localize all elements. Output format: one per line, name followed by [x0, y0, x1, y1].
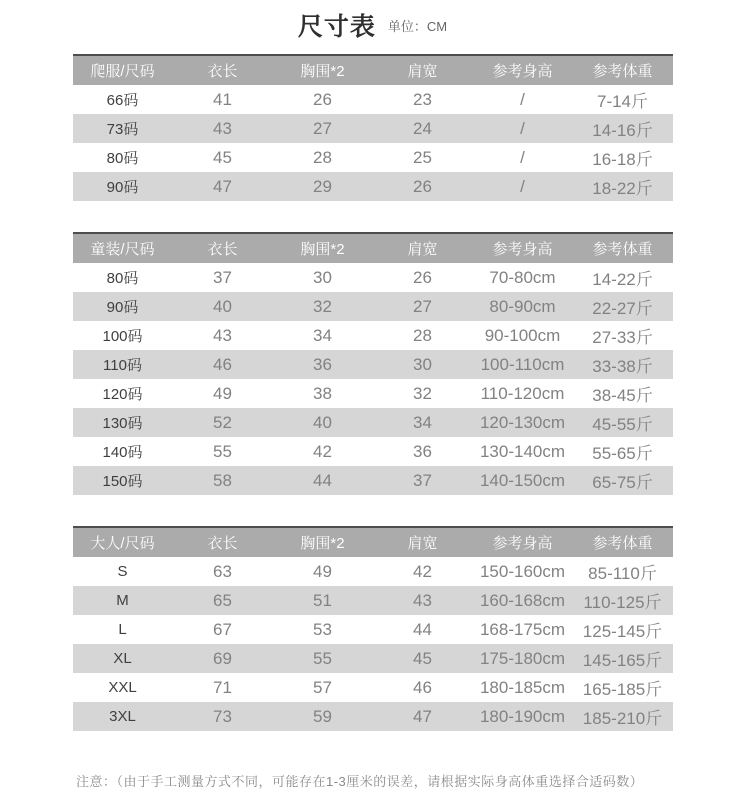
value-cell: 29 — [313, 176, 332, 196]
size-label-cell: 3XL — [109, 708, 136, 726]
table-row — [73, 557, 673, 586]
table-row — [73, 143, 673, 172]
value-cell: 175-180cm — [479, 648, 566, 668]
column-header: 胸围*2 — [273, 55, 373, 85]
value-cell: 24 — [413, 118, 432, 138]
table-row — [73, 673, 673, 702]
value-cell: 34 — [413, 412, 432, 432]
value-cell: 120-130cm — [479, 412, 566, 432]
table-row — [73, 114, 673, 143]
size-label-cell: 90码 — [106, 179, 139, 197]
value-cell: 36 — [313, 354, 332, 374]
value-cell: 40 — [313, 412, 332, 432]
value-cell: 45-55斤 — [592, 415, 653, 435]
size-label-cell: 73码 — [106, 121, 139, 139]
column-header: 参考体重 — [573, 527, 673, 557]
value-cell: 71 — [213, 677, 232, 697]
value-cell: 55 — [213, 441, 232, 461]
table-row — [73, 586, 673, 615]
value-cell: 32 — [413, 383, 432, 403]
value-cell: 22-27斤 — [592, 299, 653, 319]
value-cell: 185-210斤 — [582, 709, 663, 729]
value-cell: 49 — [313, 561, 332, 581]
value-cell: 55-65斤 — [592, 444, 653, 464]
size-label-cell: XXL — [108, 679, 137, 697]
size-label-cell: XL — [113, 650, 132, 668]
value-cell: 30 — [413, 354, 432, 374]
column-header: 肩宽 — [373, 233, 473, 263]
value-cell: 36 — [413, 441, 432, 461]
value-cell: 67 — [213, 619, 232, 639]
size-label-cell: M — [116, 592, 129, 610]
size-label-cell: 100码 — [102, 328, 143, 346]
value-cell: 26 — [313, 89, 332, 109]
value-cell: 160-168cm — [479, 590, 566, 610]
value-cell: 53 — [313, 619, 332, 639]
value-cell: / — [520, 118, 525, 138]
value-cell: 7-14斤 — [596, 92, 649, 112]
page-title: 尺寸表 — [297, 13, 376, 41]
value-cell: 41 — [213, 89, 232, 109]
value-cell: / — [520, 176, 525, 196]
value-cell: 25 — [413, 147, 432, 167]
value-cell: 37 — [213, 267, 232, 287]
table-row — [73, 172, 673, 201]
value-cell: 43 — [213, 325, 232, 345]
table-row — [73, 263, 673, 292]
value-cell: 28 — [413, 325, 432, 345]
table-row — [73, 292, 673, 321]
crawl-suit-size-table — [73, 54, 673, 201]
value-cell: 18-22斤 — [592, 179, 653, 199]
value-cell: 32 — [313, 296, 332, 316]
size-label-cell: L — [118, 621, 127, 639]
value-cell: 47 — [213, 176, 232, 196]
column-header: 胸围*2 — [273, 233, 373, 263]
value-cell: 28 — [313, 147, 332, 167]
value-cell: 69 — [213, 648, 232, 668]
table-row — [73, 702, 673, 731]
value-cell: 58 — [213, 470, 232, 490]
value-cell: 14-22斤 — [592, 270, 653, 290]
value-cell: 26 — [413, 267, 432, 287]
value-cell: 65-75斤 — [592, 473, 653, 493]
header-row — [73, 55, 673, 85]
value-cell: 42 — [413, 561, 432, 581]
column-header: 大人/尺码 — [73, 527, 173, 557]
value-cell: 14-16斤 — [592, 121, 653, 141]
value-cell: 59 — [313, 706, 332, 726]
value-cell: 45 — [213, 147, 232, 167]
value-cell: 100-110cm — [480, 354, 565, 374]
size-label-cell: 120码 — [102, 386, 143, 404]
column-header: 参考身高 — [473, 55, 573, 85]
value-cell: 46 — [413, 677, 432, 697]
value-cell: 43 — [413, 590, 432, 610]
value-cell: 180-185cm — [479, 677, 566, 697]
value-cell: 125-145斤 — [582, 622, 663, 642]
header-row — [73, 233, 673, 263]
value-cell: 38 — [313, 383, 332, 403]
value-cell: 73 — [213, 706, 232, 726]
size-label-cell: 66码 — [106, 92, 139, 110]
size-label-cell: 90码 — [106, 299, 139, 317]
value-cell: 63 — [213, 561, 232, 581]
value-cell: 110-120cm — [480, 383, 565, 403]
value-cell: 51 — [313, 590, 332, 610]
column-header: 衣长 — [173, 527, 273, 557]
value-cell: 33-38斤 — [592, 357, 653, 377]
value-cell: 34 — [313, 325, 332, 345]
value-cell: 165-185斤 — [582, 680, 663, 700]
column-header: 参考体重 — [573, 55, 673, 85]
value-cell: 42 — [313, 441, 332, 461]
column-header: 爬服/尺码 — [73, 55, 173, 85]
column-header: 肩宽 — [373, 527, 473, 557]
value-cell: 130-140cm — [479, 441, 566, 461]
value-cell: 85-110斤 — [588, 564, 657, 584]
value-cell: 26 — [413, 176, 432, 196]
measurement-note: 注意：（由于手工测量方式不同，可能存在1-3厘米的误差，请根据实际身高体重选择合适码数） — [76, 774, 644, 790]
size-label-cell: 110码 — [103, 357, 142, 375]
value-cell: 110-125斤 — [583, 593, 662, 613]
value-cell: 49 — [213, 383, 232, 403]
column-header: 衣长 — [173, 55, 273, 85]
value-cell: 37 — [413, 470, 432, 490]
value-cell: 27 — [413, 296, 432, 316]
adult-size-table — [73, 526, 673, 731]
value-cell: 180-190cm — [479, 706, 566, 726]
table-row — [73, 408, 673, 437]
table-row — [73, 466, 673, 495]
table-row — [73, 350, 673, 379]
value-cell: 80-90cm — [489, 296, 556, 316]
size-label-cell: 150码 — [102, 473, 143, 491]
value-cell: 44 — [413, 619, 432, 639]
value-cell: 40 — [213, 296, 232, 316]
unit-label: 单位：CM — [387, 19, 448, 34]
column-header: 童装/尺码 — [73, 233, 173, 263]
size-label-cell: 130码 — [102, 415, 143, 433]
value-cell: 168-175cm — [479, 619, 566, 639]
value-cell: 45 — [413, 648, 432, 668]
value-cell: 140-150cm — [479, 470, 566, 490]
table-row — [73, 379, 673, 408]
size-label-cell: 80码 — [106, 270, 139, 288]
table-row — [73, 85, 673, 114]
column-header: 参考身高 — [473, 233, 573, 263]
table-row — [73, 644, 673, 673]
value-cell: 145-165斤 — [582, 651, 663, 671]
table-row — [73, 437, 673, 466]
value-cell: 44 — [313, 470, 332, 490]
size-label-cell: S — [117, 563, 128, 581]
page-header — [0, 0, 745, 42]
value-cell: 27 — [313, 118, 332, 138]
value-cell: / — [520, 147, 525, 167]
table-row — [73, 321, 673, 350]
value-cell: 150-160cm — [479, 561, 566, 581]
column-header: 衣长 — [173, 233, 273, 263]
value-cell: 55 — [313, 648, 332, 668]
value-cell: / — [520, 89, 525, 109]
column-header: 胸围*2 — [273, 527, 373, 557]
value-cell: 47 — [413, 706, 432, 726]
table-row — [73, 615, 673, 644]
value-cell: 16-18斤 — [592, 150, 653, 170]
header-row — [73, 527, 673, 557]
value-cell: 27-33斤 — [592, 328, 653, 348]
value-cell: 90-100cm — [484, 325, 561, 345]
value-cell: 52 — [213, 412, 232, 432]
value-cell: 43 — [213, 118, 232, 138]
value-cell: 30 — [313, 267, 332, 287]
column-header: 肩宽 — [373, 55, 473, 85]
value-cell: 57 — [313, 677, 332, 697]
size-label-cell: 80码 — [106, 150, 139, 168]
column-header: 参考身高 — [473, 527, 573, 557]
value-cell: 38-45斤 — [592, 386, 653, 406]
kids-size-table — [73, 232, 673, 495]
column-header: 参考体重 — [573, 233, 673, 263]
value-cell: 70-80cm — [489, 267, 556, 287]
size-label-cell: 140码 — [102, 444, 143, 462]
value-cell: 23 — [413, 89, 432, 109]
value-cell: 46 — [213, 354, 232, 374]
value-cell: 65 — [213, 590, 232, 610]
